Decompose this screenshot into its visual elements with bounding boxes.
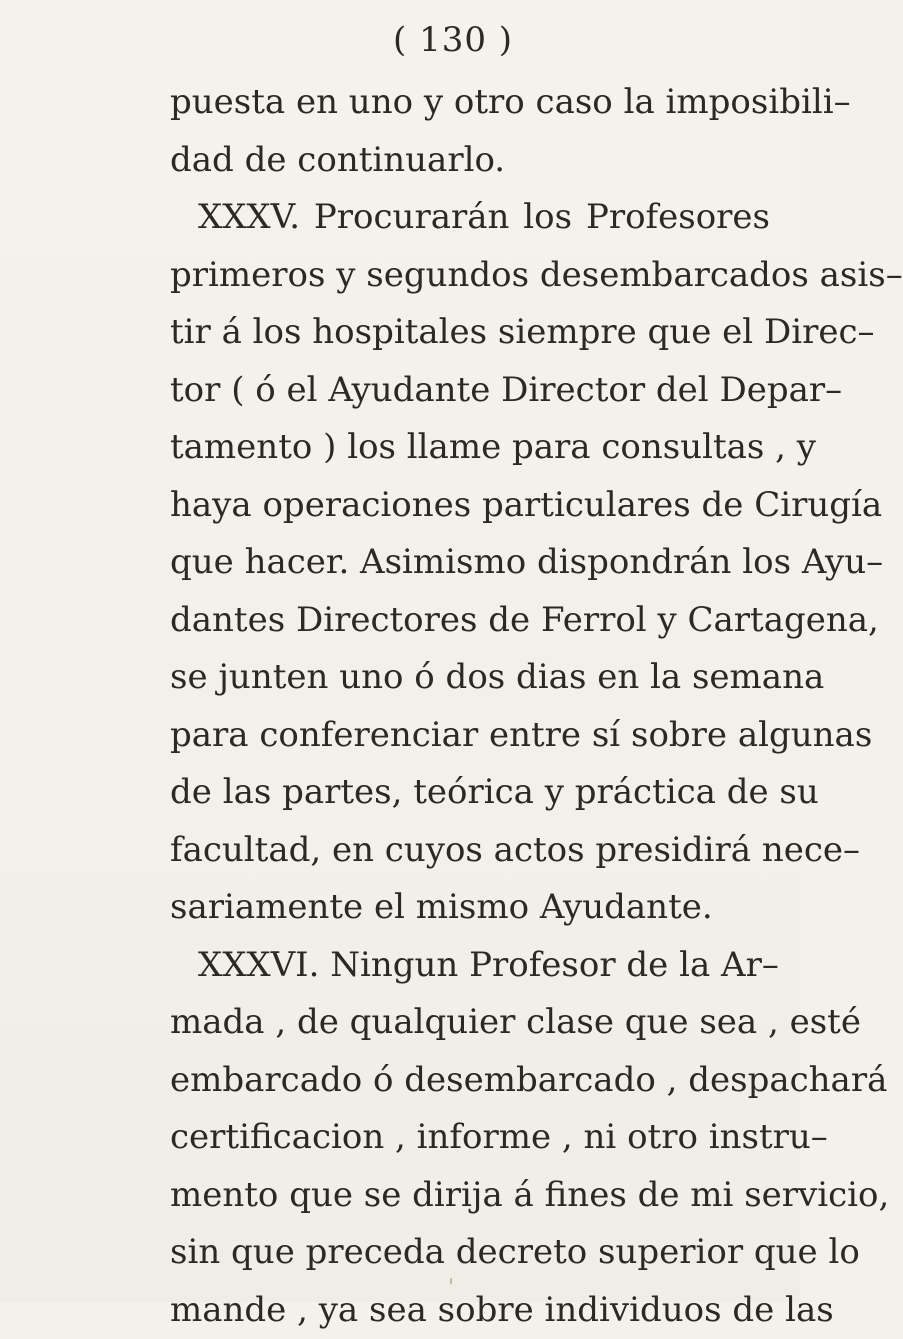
text-line: tamento ) los llame para consultas , y xyxy=(170,419,770,477)
text-line: primeros y segundos desembarcados asis– xyxy=(170,247,770,305)
page-number: ( 130 ) xyxy=(393,18,543,62)
text-line: para conferenciar entre sí sobre algunas xyxy=(170,707,770,765)
text-line: certificacion , informe , ni otro instru– xyxy=(170,1109,770,1167)
text-line: facultad, en cuyos actos presidirá nece– xyxy=(170,822,770,880)
text-line: sariamente el mismo Ayudante. xyxy=(170,879,770,937)
article-heading-line: XXXVI. Ningun Profesor de la Ar– xyxy=(170,937,770,995)
text-line: puesta en uno y otro caso la imposibili– xyxy=(170,74,770,132)
text-line: dad de continuarlo. xyxy=(170,132,770,190)
article-heading-line: XXXV. Procurarán los Profesores xyxy=(170,189,770,247)
body-text xyxy=(170,74,770,1339)
text-line: que hacer. Asimismo dispondrán los Ayu– xyxy=(170,534,770,592)
text-line: dantes Directores de Ferrol y Cartagena, xyxy=(170,592,770,650)
text-line: haya operaciones particulares de Cirugía xyxy=(170,477,770,535)
text-line: sin que preceda decreto superior que lo xyxy=(170,1224,770,1282)
text-line: de las partes, teórica y práctica de su xyxy=(170,764,770,822)
text-line: mada , de qualquier clase que sea , esté xyxy=(170,994,770,1052)
text-line: se junten uno ó dos dias en la semana xyxy=(170,649,770,707)
paper-speck xyxy=(450,1278,452,1284)
text-line: tir á los hospitales siempre que el Direc– xyxy=(170,304,770,362)
text-line: mento que se dirija á fines de mi servicio, xyxy=(170,1167,770,1225)
text-line: embarcado ó desembarcado , despachará xyxy=(170,1052,770,1110)
text-line: tor ( ó el Ayudante Director del Depar– xyxy=(170,362,770,420)
text-line: mande , ya sea sobre individuos de las xyxy=(170,1282,770,1339)
